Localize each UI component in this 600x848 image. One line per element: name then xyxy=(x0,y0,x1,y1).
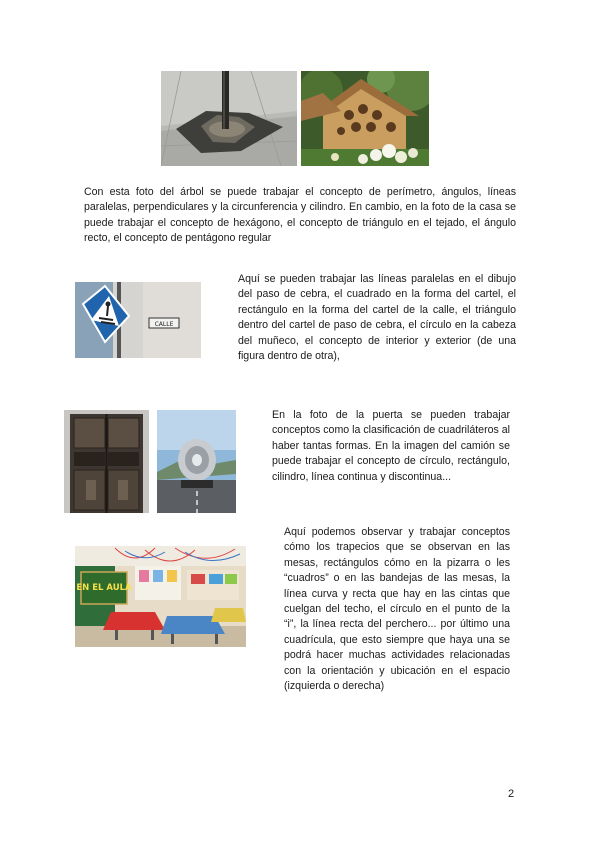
page-number: 2 xyxy=(508,788,515,800)
paragraph-crosswalk: Aquí se pueden trabajar las líneas paralelas en el dibujo del paso de cebra, el cuadrado en la forma del cartel, el rectángulo en la forma del cartel de la calle, el triángulo dentro del cartel de paso de cebra, el círculo en la cabeza del muñeco, el concepto de interior y exterior (de una figura dentro de otra), xyxy=(238,273,516,363)
paragraph-door-truck: En la foto de la puerta se pueden trabajar conceptos como la clasificación de cuadriláteros al haber tantas formas. En la imagen del camión se puede trabajar el concepto de círculo, rectángulo, cilindro, línea continua y discontinua... xyxy=(272,409,510,483)
tree-photo xyxy=(161,71,297,166)
paragraph-tree-house: Con esta foto del árbol se puede trabajar el concepto de perímetro, ángulos, líneas paralelas, perpendiculares y la circunferencia y cilindro. En cambio, en la foto de la casa se puede trabajar el concepto de hexágono, el concepto de triángulo en el tejado, el ángulo recto, el concepto de pentágono regular xyxy=(84,186,516,245)
door-photo xyxy=(64,410,149,513)
truck-photo xyxy=(157,410,236,513)
paragraph-classroom: Aquí podemos observar y trabajar conceptos cómo los trapecios que se observan en las mesas, rectángulos cómo en la pizarra o les “cuadros” o en las bandejas de las mesas, la línea curva y recta que hay en las cintas que cuelgan del techo, el círculo en el punto de la “i”, la línea recta del perchero... por último una cuadrícula, que esto siempre que haya una se podrá hacer muchas actividades relacionadas con la orientación y ubicación en el espacio (izquierda o derecha) xyxy=(284,526,510,693)
crosswalk-sign-photo xyxy=(75,282,201,358)
classroom-sign-text: EN EL AULA xyxy=(76,583,132,593)
street-sign-text: CALLE xyxy=(154,321,174,328)
classroom-photo xyxy=(75,546,246,647)
house-photo xyxy=(301,71,429,166)
